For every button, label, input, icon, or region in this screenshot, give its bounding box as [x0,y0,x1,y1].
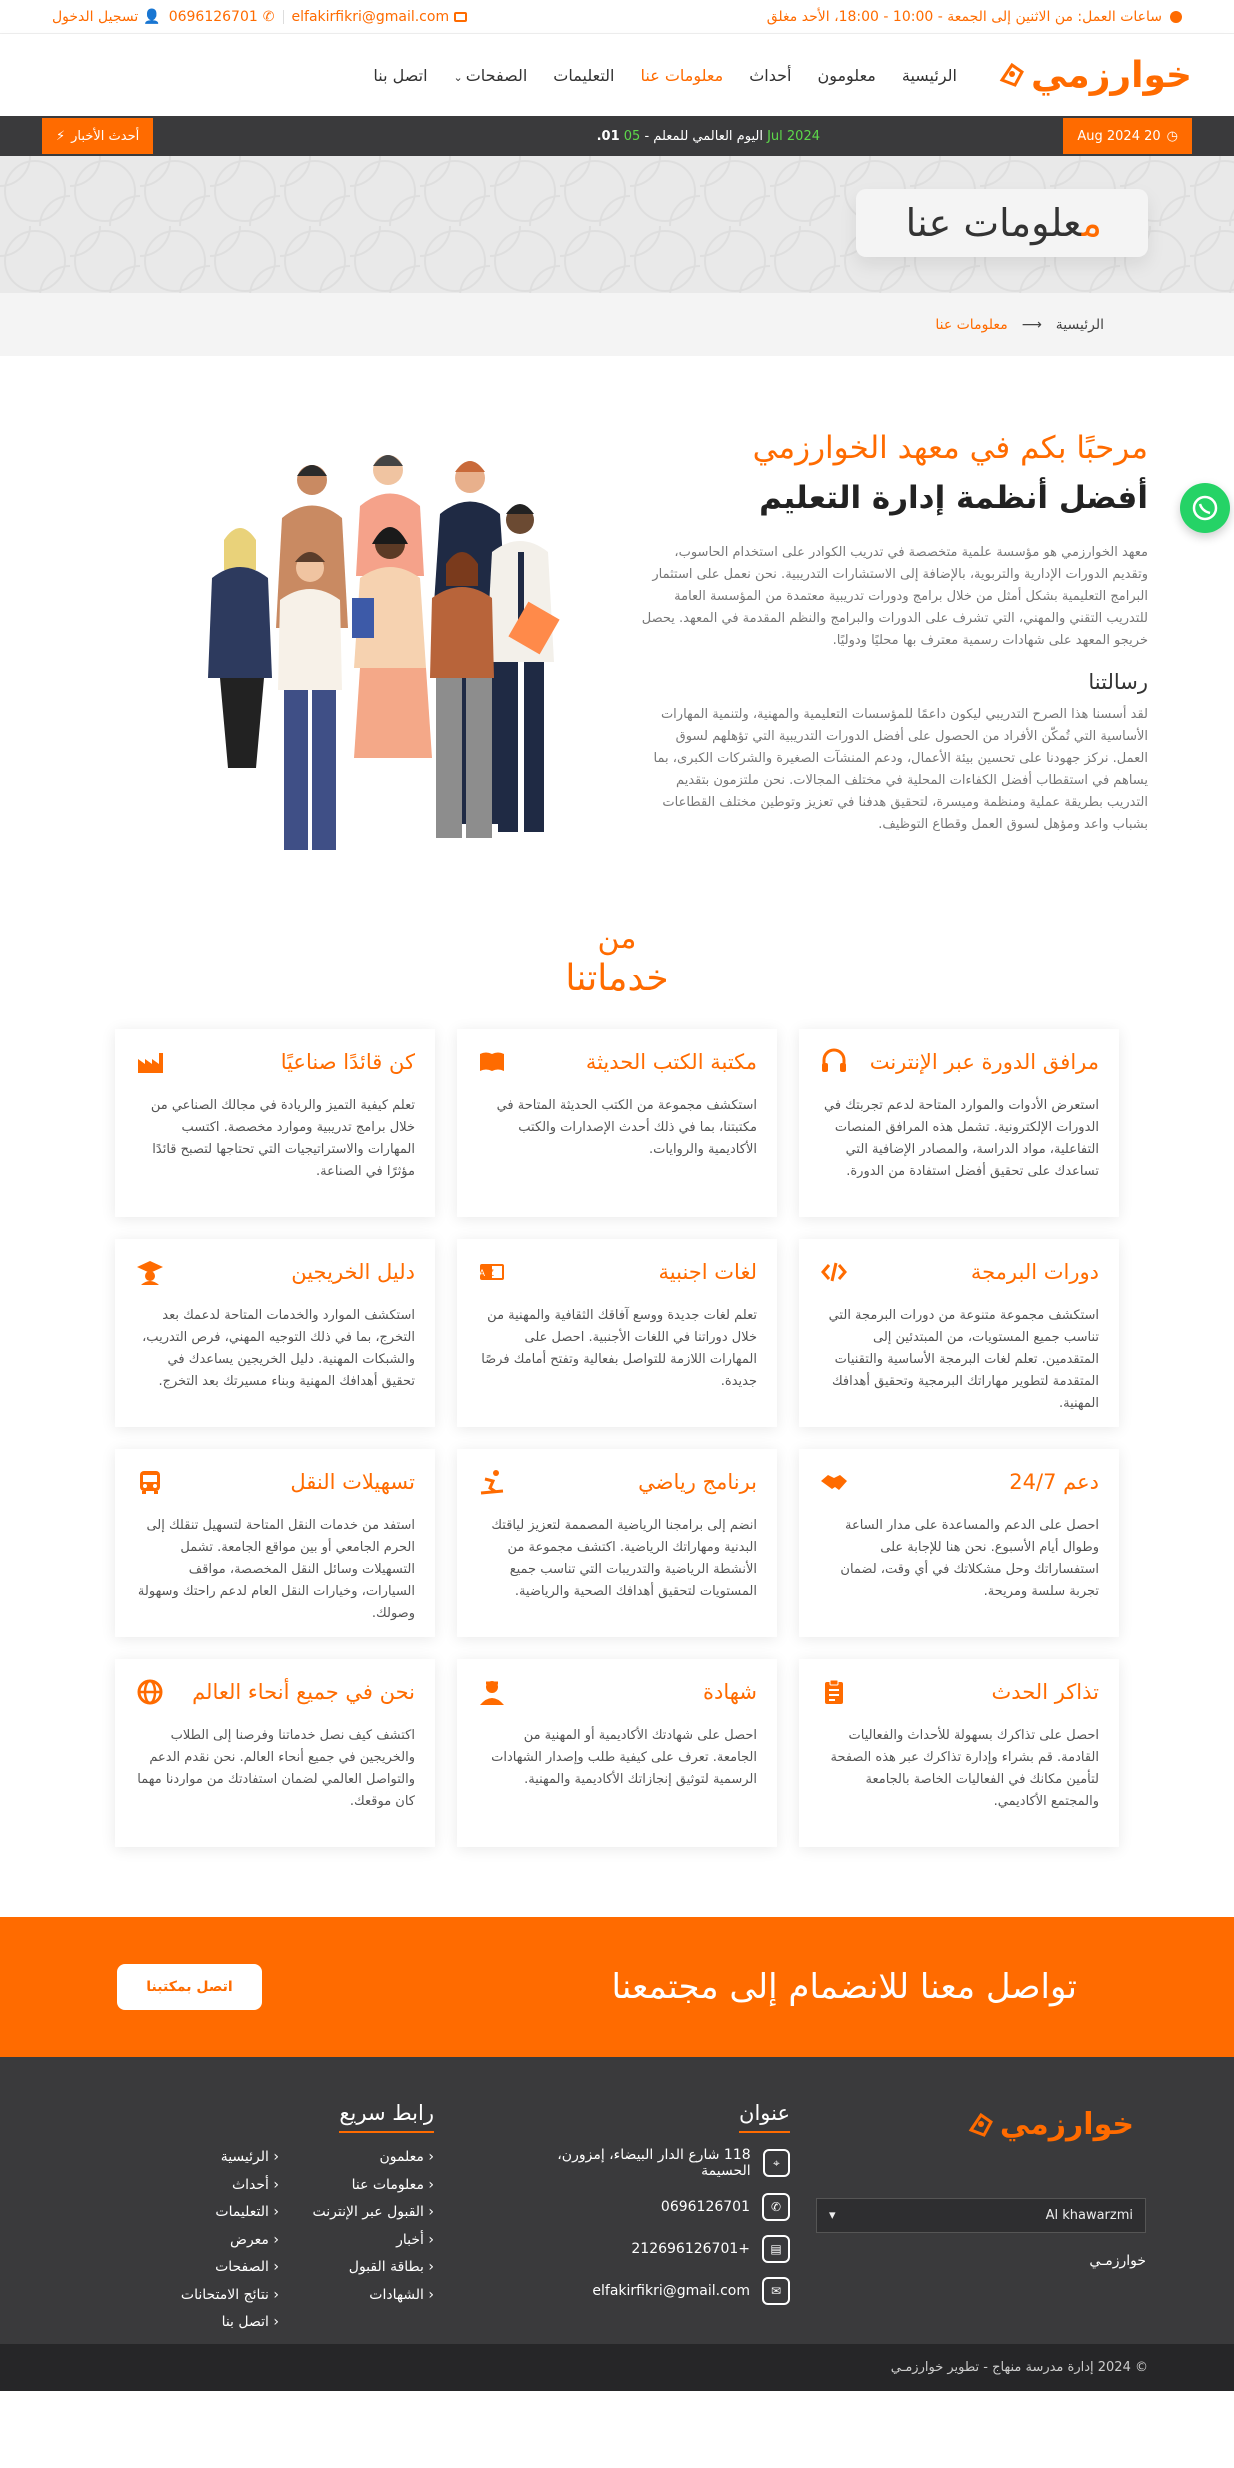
clock-icon: ◷ [1166,128,1178,144]
login-text: تسجيل الدخول [52,9,139,25]
news-ticker [0,116,1234,156]
service-card-title: لغات اجنبية [658,1260,757,1284]
service-card-text: احصل على تذاكرك بسهولة للأحداث والفعاليات القادمة. قم بشراء وإدارة تذاكرك عبر هذه الصفحة لتأمين مكانك في الفعاليات الخاصة بالجامعة والمجتمع الأكاديمي. [830,1728,1099,1809]
team-illustration [200,448,590,858]
quick-link-label: معلمون [379,2149,424,2165]
divider [283,10,284,24]
quick-link[interactable] [154,2149,279,2177]
chevron-left-icon: ‹ [423,2286,434,2303]
about-text [638,430,1148,836]
page-title [856,189,1148,257]
users-icon: 👤 [143,9,161,25]
service-card-title: دعم 24/7 [1009,1470,1099,1494]
main-nav [373,66,957,85]
certificate-icon [477,1677,507,1707]
mission-title: رسالتنا [1088,670,1148,694]
email-row[interactable] [510,2277,790,2305]
service-card-text: تعلم كيفية التميز والريادة في مجالك الصناعي من خلال برامج تدريبية وموارد مخصصة. اكتسب المهارات والاستراتيجيات التي تحتاجها لتصبح قائدًا مؤثرًا في الصناعة. [150,1098,415,1179]
service-card[interactable] [799,1239,1119,1427]
breadcrumb-current: معلومات عنا [935,316,1008,333]
service-card-header [477,1047,757,1077]
quick-link-label: نتائج الامتحانات [180,2286,269,2303]
quick-links [154,2149,434,2342]
service-card-title: نحن في جميع أنحاء العالم [192,1680,415,1704]
services-heading-small: من [597,921,637,956]
map-pin-icon: ⌖ [763,2149,790,2177]
service-card-header [819,1677,1099,1707]
nav-pages[interactable] [454,66,528,85]
quick-link-label: القبول عبر الإنترنت [312,2204,424,2220]
quick-link-label: اتصل بنا [221,2314,269,2330]
quick-link[interactable] [154,2259,279,2287]
logo-text: خوارزمي [1030,54,1192,96]
arrow-right-icon: ⟶ [1021,316,1042,333]
service-card[interactable] [457,1029,777,1217]
quick-link[interactable] [309,2259,434,2287]
top-email-text: elfakirfikri@gmail.com [291,9,450,25]
chevron-down-icon: ⌄ [453,70,463,84]
copyright-text: © 2024 إدارة مدرسة منهاج - تطوير خوارزمـي [890,2360,1148,2375]
service-card-header [135,1047,415,1077]
news-number: 01. [596,128,620,144]
nav-events[interactable]: أحداث [749,65,792,85]
latest-news-text: أحدث الأخبار [71,128,140,144]
service-card-header [135,1467,415,1497]
logo-mark-icon [997,60,1027,90]
quick-link[interactable] [309,2204,434,2232]
quick-link-label: الرئيسية [220,2149,269,2165]
chevron-left-icon: ‹ [268,2176,279,2193]
service-card-title: مكتبة الكتب الحديثة [585,1050,757,1074]
service-card-header [819,1467,1099,1497]
headphones-icon [819,1047,849,1077]
quick-link-label: أحداث [231,2176,269,2193]
address-text: 118 شارع الدار البيضاء، إمزورن، الحسيمة [557,2147,751,2179]
fax-row[interactable] [510,2235,790,2263]
service-card-header [477,1677,757,1707]
mission-text: لقد أسسنا هذا الصرح التدريبي ليكون داعمًا للمؤسسات التعليمية والمهنية، ولتنمية المهارات الأساسية التي تُمكّن الأفراد من الحصول على أفضل الدورات التدريبية التي تؤهلهم لسوق العمل. نركز جهودنا على تحسين بيئة الأعمال، ودعم المنشآت الصغيرة والشركات الكبرى، بما يساهم في استقطاب أفضل الكفاءات المحلية في مختلف المجالات. نحن ملتزمون بتقديم التدريب بطريقة عملية ومنظمة وميسرة، لتحقيق هدفنا في تعزيز وتوطين مختلف القطاعات بشباب واعد ومؤهل لسوق العمل وقطاع التوظيف. [653,707,1148,832]
skiing-icon [477,1467,507,1497]
service-card-title: دورات البرمجة [970,1260,1099,1284]
nav-pages-label: الصفحات [465,65,528,85]
service-card-text: احصل على الدعم والمساعدة على مدار الساعة وطوال أيام الأسبوع. نحن هنا للإجابة على استفساراتك وحل مشكلاتك في أي وقت، لضمان تجربة سلسة ومريحة. [840,1518,1099,1599]
handshake-icon [819,1467,849,1497]
chevron-left-icon: ‹ [423,2231,434,2248]
ticker-date [1063,118,1192,154]
bus-icon [135,1467,165,1497]
service-card[interactable] [115,1659,435,1847]
whatsapp-icon [1191,494,1219,522]
quick-link-label: الصفحات [215,2259,269,2275]
about-heading-best: أفضل أنظمة إدارة التعليم [759,480,1148,516]
chevron-left-icon: ‹ [268,2286,279,2303]
book-icon [477,1047,507,1077]
chevron-left-icon: ‹ [268,2231,279,2248]
phone-icon: ✆ [262,9,275,25]
quick-link-empty [309,2314,434,2342]
ticker-news-item[interactable] [397,129,820,144]
page-title-rest: علومات عنا [905,201,1082,245]
service-card-header [135,1257,415,1287]
footer-logo[interactable] [966,2107,1134,2142]
about-section [0,356,1234,921]
envelope-icon: ✉ [762,2277,790,2305]
nav-faq[interactable]: التعليمات [553,65,615,85]
services-section [0,921,1234,1847]
latest-news-label [42,118,153,154]
site-logo[interactable] [997,55,1192,96]
quick-link[interactable] [309,2149,434,2177]
address-title: عنوان [739,2101,790,2133]
caret-down-icon: ▾ [829,2208,836,2223]
breadcrumb-home[interactable]: الرئيسية [1055,316,1104,333]
service-card-text: استكشف الموارد والخدمات المتاحة لدعمك بعد التخرج، بما في ذلك التوجيه المهني، فرص التدريب، والشبكات المهنية. دليل الخريجين يساعدك في تحقيق أهدافك المهنية وبناء مسيرتك بعد التخرج. [142,1308,415,1389]
quick-link-label: التعليمات [215,2204,269,2220]
chevron-left-icon: ‹ [423,2149,434,2165]
site-footer [0,2057,1234,2391]
top-contacts [52,9,467,25]
chevron-left-icon: ‹ [423,2204,434,2220]
working-hours [767,9,1182,25]
service-card[interactable] [457,1659,777,1847]
quick-link[interactable] [309,2177,434,2205]
chevron-left-icon: ‹ [268,2314,279,2330]
chevron-left-icon: ‹ [423,2259,434,2275]
nav-contact[interactable]: اتصل بنا [373,65,428,85]
language-select-value: Al khawarzmi [1045,2208,1133,2223]
top-bar [0,0,1234,34]
cta-section [0,1917,1234,2057]
news-month: Jul 2024 [767,128,820,144]
service-card-title: كن قائدًا صناعيًا [280,1050,415,1074]
quick-link-label: بطاقة القبول [348,2259,424,2275]
news-title: اليوم العالمي للمعلم - [644,128,763,144]
service-card-text: احصل على شهادتك الأكاديمية أو المهنية من الجامعة. تعرف على كيفية طلب وإصدار الشهادات الرسمية لتوثيق إنجازاتك الأكاديمية والمهنية. [491,1728,757,1787]
news-day: 05 [623,128,641,144]
service-card-header [819,1047,1099,1077]
chevron-left-icon: ‹ [268,2259,279,2275]
page-banner [0,156,1234,293]
code-icon [819,1257,849,1287]
chevron-left-icon: ‹ [423,2176,434,2193]
service-card-header [477,1467,757,1497]
language-select[interactable] [816,2198,1146,2233]
footer-address-column [510,2101,790,2305]
fax-text: +212696126701 [631,2241,750,2257]
service-card-text: استكشف مجموعة من الكتب الحديثة المتاحة في مكتبتنا، بما في ذلك أحدث الإصدارات والكتب الأكاديمية والروايات. [496,1098,757,1157]
services-heading [0,921,1234,999]
site-header [0,34,1234,116]
nav-about[interactable]: معلومات عنا [640,65,724,85]
quick-link-label: الشهادات [369,2286,424,2303]
about-heading-welcome: مرحبًا بكم في معهد الخوارزمي [752,430,1148,466]
bolt-icon: ⚡ [56,128,66,144]
ticker-date-text: 20 Aug 2024 [1077,128,1161,144]
login-link[interactable] [52,9,161,25]
quick-link[interactable] [154,2177,279,2205]
quick-link[interactable] [309,2232,434,2260]
nav-home[interactable]: الرئيسية [901,65,957,85]
nav-teachers[interactable]: معلومون [817,65,876,85]
envelope-icon [454,12,467,22]
footer-logo-text: خوارزمي [999,2107,1134,2142]
service-card-title: دليل الخريجين [291,1260,415,1284]
service-card[interactable] [457,1449,777,1637]
chevron-left-icon: ‹ [268,2149,279,2165]
service-card-title: مرافق الدورة عبر الإنترنت [869,1050,1099,1074]
svg-text:A: A [478,1268,485,1278]
phone-icon: ✆ [762,2193,790,2221]
logo-mark-icon [966,2110,996,2140]
quick-link-label: أخبار [396,2231,424,2248]
services-heading-big: خدماتنا [565,958,669,999]
service-card-header [477,1257,757,1287]
whatsapp-button[interactable] [1180,483,1230,533]
service-card-text: استعرض الأدوات والموارد المتاحة لدعم تجربتك في الدورات الإلكترونية. تشمل هذه المرافق المنصات التفاعلية، مواد الدراسة، والمصادر الإضافية التي تساعدك على تحقيق أفضل استفادة من الدورة. [824,1098,1099,1179]
service-card-text: استفد من خدمات النقل المتاحة لتسهيل تنقلك إلى الحرم الجامعي أو بين مواقع الجامعة. تشمل التسهيلات وسائل النقل المخصصة، مواقف السيارات، وخيارات النقل العام لدعم راحتك وسهولة وصولك. [137,1518,415,1621]
service-card-title: تسهيلات النقل [290,1470,415,1494]
about-intro: معهد الخوارزمي هو مؤسسة علمية متخصصة في تدريب الكوادر على استخدام الحاسوب، وتقديم الدورات الإدارية والتربوية، بالإضافة إلى الاستشارات التدريبية. نحن نعمل على استثمار البرامج التعليمية بشكل أمثل من خلال برامج ودورات تدريبية معتمدة من المؤسسة العامة للتدريب التقني والمهني، التي تشرف على الدورات والبرامج والنظم المقدمة في المعهد. يحصل خريجو المعهد على شهادات رسمية معترف بها محليًا ودوليًا. [641,545,1148,648]
language-icon [477,1257,507,1287]
service-card[interactable] [115,1449,435,1637]
service-card[interactable] [115,1239,435,1427]
quick-link[interactable] [154,2287,279,2315]
page-title-first-letter: م [1081,201,1102,245]
services-grid [115,1029,1119,1847]
service-card[interactable] [457,1239,777,1427]
quick-link-label: معرض [230,2231,269,2248]
service-card[interactable] [799,1449,1119,1637]
phone-row[interactable] [510,2193,790,2221]
service-card-text: اكتشف كيف نصل خدماتنا وفرصنا إلى الطلاب والخريجين في جميع أنحاء العالم. نحن نقدم الدعم والتواصل العالمي لضمان استفادتك من مواردنا مهما كان موقعك. [137,1728,415,1809]
service-card-text: انضم إلى برامجنا الرياضية المصممة لتعزيز لياقتك البدنية ومهاراتك الرياضية. اكتشف مجموعة من الأنشطة الرياضية والتدريبات التي تناسب جميع المستويات لتحقيق أهدافك الصحية والرياضية. [491,1518,757,1599]
globe-icon [135,1677,165,1707]
fax-icon: ▤ [762,2235,790,2263]
top-phone-text: 0696126701 [168,9,258,25]
top-email-link[interactable] [292,9,468,25]
quick-link[interactable] [154,2232,279,2260]
working-hours-text: ساعات العمل: من الاثنين إلى الجمعة - 10:00 - 18:00، الأحد مغلق [766,9,1162,25]
quick-link[interactable] [154,2314,279,2342]
service-card[interactable] [799,1659,1119,1847]
quick-link-label: معلومات عنا [351,2176,424,2193]
industry-icon [135,1047,165,1077]
clipboard-icon [819,1677,849,1707]
service-card-title: شهادة [702,1680,757,1704]
copyright-bar [0,2344,1234,2391]
service-card-text: استكشف مجموعة متنوعة من دورات البرمجة التي تناسب جميع المستويات، من المبتدئين إلى المتقدمين. تعلم لغات البرمجة الأساسية والتقنيات المتقدمة لتطوير مهاراتك البرمجية وتحقيق أهدافك المهنية. [828,1308,1099,1411]
service-card-header [135,1677,415,1707]
quick-link[interactable] [154,2204,279,2232]
cta-title: تواصل معنا للانضمام إلى مجتمعنا [611,1967,1077,2007]
quick-link[interactable] [309,2287,434,2315]
svg-text:Z: Z [488,1268,494,1278]
service-card-text: تعلم لغات جديدة ووسع آفاقك الثقافية والمهنية من خلال دوراتنا في اللغات الأجنبية. احصل على المهارات اللازمة للتواصل بفعالية وتفتح أمامك فرصًا جديدة. [481,1308,757,1389]
service-card-title: تذاكر الحدث [991,1680,1099,1704]
address-row [510,2147,790,2179]
service-card-title: برنامج رياضي [638,1470,757,1494]
email-text: elfakirfikri@gmail.com [592,2283,750,2299]
service-card[interactable] [115,1029,435,1217]
phone-text: 0696126701 [660,2199,750,2215]
footer-links-column [154,2101,434,2342]
service-card[interactable] [799,1029,1119,1217]
contact-office-button[interactable]: اتصل بمكتبنا [117,1964,262,2010]
quick-links-title: رابط سريع [339,2101,434,2133]
breadcrumb [0,293,1234,356]
chevron-left-icon: ‹ [268,2204,279,2220]
footer-brand-small: خوارزمـي [1089,2253,1146,2269]
clock-icon [1170,11,1182,23]
graduate-icon [135,1257,165,1287]
top-phone-link[interactable] [169,9,275,25]
service-card-header [819,1257,1099,1287]
